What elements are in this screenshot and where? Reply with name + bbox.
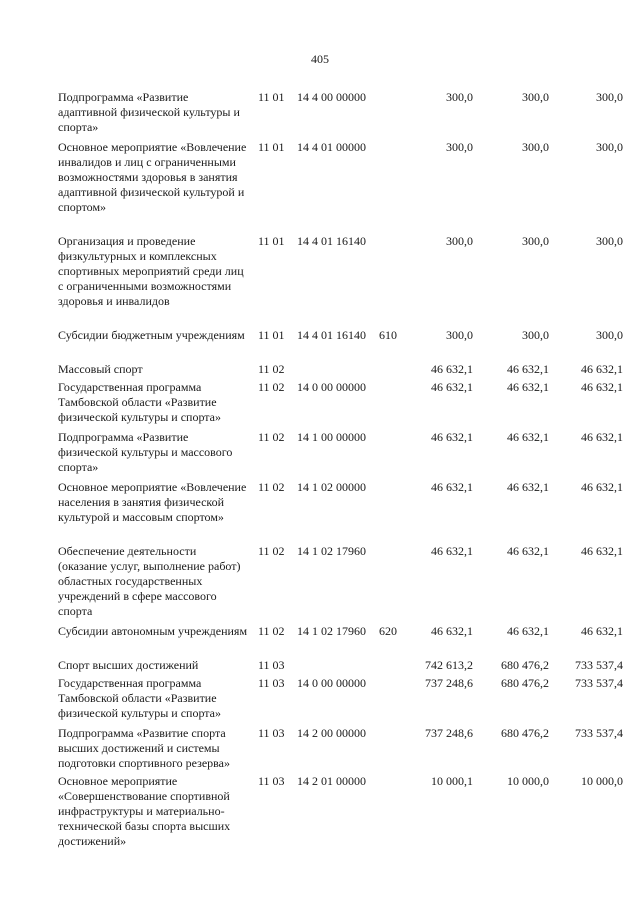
row-name: Основное мероприятие «Совершенствование спортивной инфраструктуры и материально-технической базы спорта высших достижений» — [58, 774, 231, 848]
row-section: 11 01 — [258, 234, 285, 248]
row-value-3: 10 000,0 — [581, 774, 623, 788]
row-value-3: 46 632,1 — [581, 624, 623, 638]
row-section: 11 01 — [258, 140, 285, 154]
row-value-3: 300,0 — [596, 140, 623, 154]
row-section: 11 02 — [258, 480, 285, 494]
row-value-2: 680 476,2 — [501, 726, 549, 740]
row-value-2: 46 632,1 — [507, 480, 549, 494]
row-name: Организация и проведение физкультурных и комплексных спортивных мероприятий среди лиц с ограниченными возможностями здоровья и инвалидов — [58, 234, 244, 308]
row-value-3: 300,0 — [596, 234, 623, 248]
row-value-1: 46 632,1 — [431, 544, 473, 558]
row-section: 11 03 — [258, 676, 285, 690]
row-section: 11 03 — [258, 774, 285, 788]
row-target-code: 14 1 02 17960 — [297, 624, 366, 638]
row-target-code: 14 2 00 00000 — [297, 726, 366, 740]
row-name: Массовый спорт — [58, 362, 143, 376]
row-section: 11 03 — [258, 658, 285, 672]
row-value-1: 300,0 — [446, 234, 473, 248]
row-section: 11 01 — [258, 90, 285, 104]
row-target-code: 14 4 00 00000 — [297, 90, 366, 104]
row-value-2: 680 476,2 — [501, 676, 549, 690]
row-value-1: 737 248,6 — [425, 726, 473, 740]
row-name: Субсидии бюджетным учреждениям — [58, 328, 245, 342]
row-target-code: 14 1 02 00000 — [297, 480, 366, 494]
row-value-3: 46 632,1 — [581, 430, 623, 444]
row-value-2: 46 632,1 — [507, 544, 549, 558]
row-section: 11 02 — [258, 624, 285, 638]
row-target-code: 14 0 00 00000 — [297, 676, 366, 690]
row-section: 11 02 — [258, 430, 285, 444]
row-name: Государственная программа Тамбовской области «Развитие физической культуры и спорта» — [58, 676, 222, 720]
row-target-code: 14 2 01 00000 — [297, 774, 366, 788]
page-number: 405 — [311, 52, 329, 66]
row-target-code: 14 1 02 17960 — [297, 544, 366, 558]
row-value-3: 46 632,1 — [581, 544, 623, 558]
row-section: 11 03 — [258, 726, 285, 740]
row-name: Основное мероприятие «Вовлечение инвалидов и лиц с ограниченными возможностями здоровья в занятия адаптивной физической культурой и спортом» — [58, 140, 247, 214]
row-value-1: 300,0 — [446, 90, 473, 104]
row-value-1: 46 632,1 — [431, 380, 473, 394]
row-target-code: 14 4 01 16140 — [297, 328, 366, 342]
row-name: Подпрограмма «Развитие адаптивной физической культуры и спорта» — [58, 90, 240, 134]
row-value-1: 46 632,1 — [431, 430, 473, 444]
row-value-2: 300,0 — [522, 234, 549, 248]
row-value-1: 10 000,1 — [431, 774, 473, 788]
row-value-3: 300,0 — [596, 328, 623, 342]
row-value-3: 733 537,4 — [575, 658, 623, 672]
row-value-2: 300,0 — [522, 90, 549, 104]
row-value-3: 46 632,1 — [581, 380, 623, 394]
row-value-2: 46 632,1 — [507, 380, 549, 394]
row-expense-type: 620 — [379, 624, 397, 638]
row-value-2: 46 632,1 — [507, 430, 549, 444]
row-value-1: 300,0 — [446, 140, 473, 154]
row-section: 11 01 — [258, 328, 285, 342]
row-target-code: 14 4 01 16140 — [297, 234, 366, 248]
row-value-2: 300,0 — [522, 328, 549, 342]
row-target-code: 14 4 01 00000 — [297, 140, 366, 154]
row-value-1: 46 632,1 — [431, 362, 473, 376]
row-value-2: 680 476,2 — [501, 658, 549, 672]
row-value-2: 300,0 — [522, 140, 549, 154]
row-value-1: 46 632,1 — [431, 480, 473, 494]
row-value-1: 737 248,6 — [425, 676, 473, 690]
row-target-code: 14 0 00 00000 — [297, 380, 366, 394]
row-value-1: 46 632,1 — [431, 624, 473, 638]
row-value-3: 46 632,1 — [581, 362, 623, 376]
row-section: 11 02 — [258, 380, 285, 394]
row-name: Подпрограмма «Развитие спорта высших достижений и системы подготовки спортивного резерва» — [58, 726, 230, 770]
row-section: 11 02 — [258, 362, 285, 376]
row-section: 11 02 — [258, 544, 285, 558]
row-name: Обеспечение деятельности (оказание услуг, выполнение работ) областных государственных учреждений в сфере массового спорта — [58, 544, 241, 618]
row-value-3: 46 632,1 — [581, 480, 623, 494]
row-value-3: 300,0 — [596, 90, 623, 104]
row-name: Спорт высших достижений — [58, 658, 199, 672]
row-name: Подпрограмма «Развитие физической культуры и массового спорта» — [58, 430, 233, 474]
row-value-3: 733 537,4 — [575, 676, 623, 690]
row-name: Основное мероприятие «Вовлечение населения в занятия физической культурой и массовым спортом» — [58, 480, 247, 524]
row-name: Государственная программа Тамбовской области «Развитие физической культуры и спорта» — [58, 380, 222, 424]
row-name: Субсидии автономным учреждениям — [58, 624, 248, 638]
row-value-1: 300,0 — [446, 328, 473, 342]
row-value-2: 46 632,1 — [507, 624, 549, 638]
row-value-1: 742 613,2 — [425, 658, 473, 672]
row-value-2: 10 000,0 — [507, 774, 549, 788]
row-value-2: 46 632,1 — [507, 362, 549, 376]
row-value-3: 733 537,4 — [575, 726, 623, 740]
row-target-code: 14 1 00 00000 — [297, 430, 366, 444]
row-expense-type: 610 — [379, 328, 397, 342]
